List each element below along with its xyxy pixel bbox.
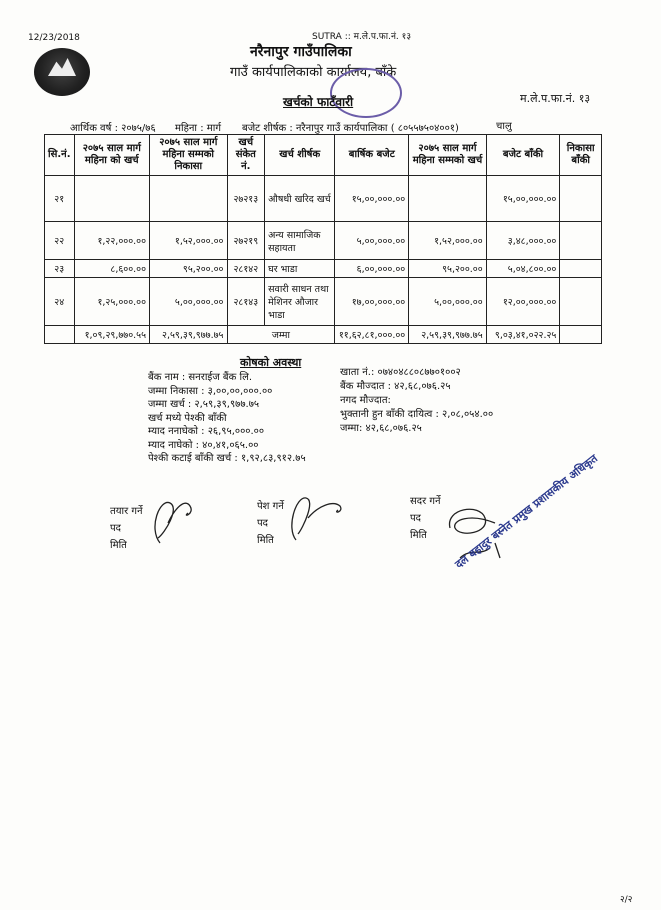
prepared-by-block [110, 503, 143, 554]
signature-role: पेश गर्ने [257, 501, 284, 512]
treasury-line: भुक्तानी हुन बाँकी दायित्व : २,०८,०५४.०० [340, 409, 494, 420]
print-date: 12/23/2018 [28, 33, 80, 43]
prepared-signature [140, 488, 200, 548]
treasury-line: खाता नं.: ०७४०४८८०८७७०१००२ [340, 367, 461, 378]
signature-role: तयार गर्ने [110, 506, 143, 517]
cell [560, 278, 602, 326]
table-row [45, 222, 602, 260]
cell: घर भाडा [265, 260, 335, 278]
cell: ६,००,०००.०० [335, 260, 409, 278]
cell: ५,००,०००.०० [409, 278, 486, 326]
treasury-title: कोषको अवस्था [240, 356, 302, 369]
cell [560, 260, 602, 278]
cell: १,५२,०००.०० [150, 222, 227, 260]
cell [409, 176, 486, 222]
signature-role: सदर गर्ने [410, 496, 441, 507]
col-header: निकासा बाँकी [560, 135, 602, 176]
cell: सवारी साधन तथा मेशिनर औजार भाडा [265, 278, 335, 326]
expense-table [44, 134, 602, 344]
status: चालु [496, 121, 512, 132]
cell [560, 222, 602, 260]
month: महिना : मार्ग [175, 123, 221, 134]
cell: १५,००,०००.०० [335, 176, 409, 222]
signature-post: पद [257, 518, 268, 529]
total-row [45, 326, 602, 344]
cell: ५,०४,८००.०० [486, 260, 560, 278]
cell: २८१४३ [227, 278, 265, 326]
form-title: खर्चको फाटँवारी [283, 95, 354, 109]
cell: १५,००,०००.०० [486, 176, 560, 222]
signature-date: मिति [410, 530, 427, 541]
cell: १७,००,०००.०० [335, 278, 409, 326]
budget-head: बजेट शीर्षक : नरैनापुर गाउँ कार्यपालिका ( ८०५५७५०४००१) [242, 123, 459, 134]
table-row [45, 176, 602, 222]
total-label: जम्मा [227, 326, 335, 344]
total-cell: १,०९,२९,७७०.५५ [74, 326, 150, 344]
col-header: बजेट बाँकी [486, 135, 560, 176]
col-header: २०७५ साल मार्ग महिना सम्मको निकासा [150, 135, 227, 176]
cell: २८१४२ [227, 260, 265, 278]
cell: १,५२,०००.०० [409, 222, 486, 260]
total-cell: ९,०३,४१,०२२.२५ [486, 326, 560, 344]
cell: ५,००,०००.०० [335, 222, 409, 260]
cell: २४ [45, 278, 75, 326]
cell: १२,००,०००.०० [486, 278, 560, 326]
signature-date: मिति [257, 535, 274, 546]
total-cell: २,५९,३९,९७७.७५ [150, 326, 227, 344]
cell: ३,४८,०००.०० [486, 222, 560, 260]
treasury-line: जम्मा निकासा : ३,००,००,०००.०० [148, 385, 273, 397]
approved-by-block [410, 493, 441, 544]
cell [45, 326, 75, 344]
form-number: म.ले.प.फा.नं. १३ [520, 92, 591, 105]
treasury-line: जम्मा खर्च : २,५९,३९,९७७.७५ [148, 399, 260, 410]
col-header: बार्षिक बजेट [335, 135, 409, 176]
signature-date: मिति [110, 540, 127, 551]
cell: १,२५,०००.०० [74, 278, 150, 326]
sutra-reference: SUTRA :: म.ले.प.फा.नं. १३ [312, 32, 412, 42]
signature-post: पद [410, 513, 421, 524]
table-row [45, 278, 602, 326]
treasury-right-block [340, 366, 493, 436]
cell: ९५,२००.०० [409, 260, 486, 278]
cell: २२ [45, 222, 75, 260]
treasury-line: खर्च मध्ये पेश्की बाँकी [148, 412, 227, 424]
organization-name: नरैनापुर गाउँपालिका [250, 44, 352, 60]
fiscal-year: आर्थिक वर्ष : २०७५/७६ [70, 123, 156, 134]
nepal-emblem-logo [34, 48, 90, 96]
cell [74, 176, 150, 222]
table-row [45, 260, 602, 278]
cell: अन्य सामाजिक सहायता [265, 222, 335, 260]
col-header: सि.नं. [45, 135, 75, 176]
cell: २७२१९ [227, 222, 265, 260]
total-cell: २,५९,३९,९७७.७५ [409, 326, 486, 344]
treasury-line: बैंक मौज्दात : ४२,६८,०७६.२५ [340, 381, 451, 392]
cell: २७२१३ [227, 176, 265, 222]
submitted-signature [278, 488, 353, 543]
total-cell: ११,६२,८१,०००.०० [335, 326, 409, 344]
cell: ८,६००.०० [74, 260, 150, 278]
treasury-line: नगद मौज्दात: [340, 395, 391, 406]
treasury-line: पेश्की कटाई बाँकी खर्च : १,९२,८३,९१२.७५ [148, 453, 306, 464]
treasury-left-block [148, 371, 306, 466]
treasury-line: म्याद ननाघेको : २६,९५,०००.०० [148, 426, 265, 437]
cell: २१ [45, 176, 75, 222]
cell: १,२२,०००.०० [74, 222, 150, 260]
col-header: २०७५ साल मार्ग महिना को खर्च [74, 135, 150, 176]
cell: २३ [45, 260, 75, 278]
table-header-row [45, 135, 602, 176]
col-header: खर्च संकेत नं. [227, 135, 265, 176]
cell: ९५,२००.०० [150, 260, 227, 278]
col-header: २०७५ साल मार्ग महिना सम्मको खर्च [409, 135, 486, 176]
treasury-line: म्याद नाघेको : ४०,४१,०६५.०० [148, 439, 259, 451]
page-number: २/२ [620, 895, 633, 905]
treasury-line: बैंक नाम : सनराईज बैंक लि. [148, 372, 253, 383]
total-cell [560, 326, 602, 344]
treasury-line: जम्मा: ४२,६८,०७६.२५ [340, 423, 422, 434]
cell [560, 176, 602, 222]
cell: औषधी खरिद खर्च [265, 176, 335, 222]
cell [150, 176, 227, 222]
cell: ५,००,०००.०० [150, 278, 227, 326]
office-name: गाउँ कार्यपालिकाको कार्यालय, बाँके [230, 65, 397, 80]
signature-post: पद [110, 523, 121, 534]
col-header: खर्च शीर्षक [265, 135, 335, 176]
officer-stamp: दल बहादुर बस्नेत प्रमुख प्रशासकीय अधिकृत [452, 451, 601, 572]
